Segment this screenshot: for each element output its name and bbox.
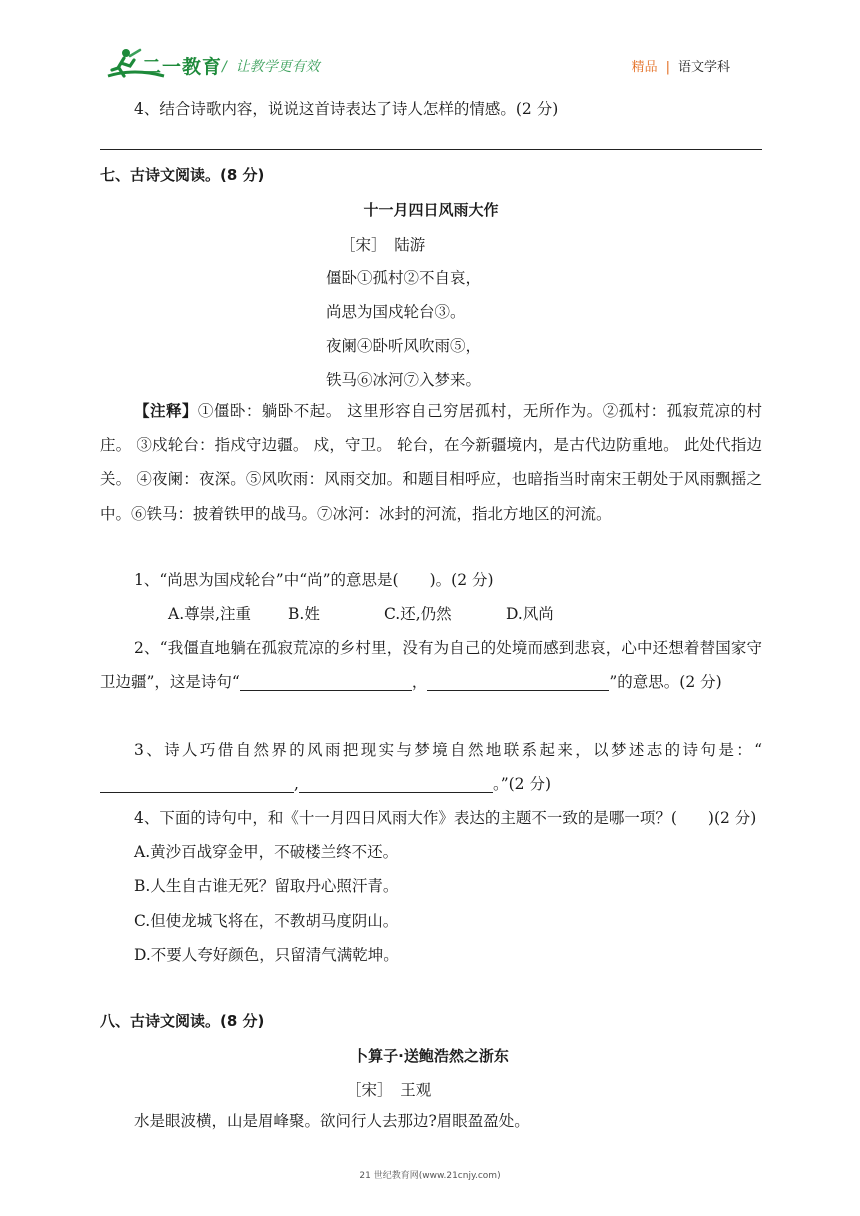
option-a: A.黄沙百战穿金甲，不破楼兰终不还。: [134, 843, 399, 862]
answer-blank[interactable]: [240, 670, 412, 691]
option-a: A.尊崇,注重: [168, 605, 252, 624]
question-1-text: 1、“尚思为国戍轮台”中“尚”的意思是( )。(2 分): [134, 571, 494, 589]
note-label: 【注释】: [134, 402, 198, 420]
question-3-tail: 。”(2 分): [492, 775, 551, 794]
page-header: [0, 0, 860, 90]
answer-blank[interactable]: [299, 772, 493, 793]
section-7-heading: 七、古诗文阅读。(8 分): [100, 166, 265, 184]
annotation: [100, 394, 762, 531]
poem-line: 僵卧①孤村②不自哀，: [326, 269, 482, 287]
slogan: / 让教学更有效: [222, 59, 320, 75]
option-b: B.姓: [288, 605, 320, 624]
question-2: 2、“我僵直地躺在孤寂荒凉的乡村里，没有为自己的处境而感到悲哀，心中还想着替国家守卫边疆”，这是诗句“ ， ”的意思。(2 分): [100, 639, 762, 692]
poem-body: [100, 1104, 762, 1138]
header-separator: |: [665, 60, 670, 75]
note-text: ①僵卧：躺卧不起。 这里形容自己穷居孤村，无所作为。②孤村：孤寂荒凉的村庄。 ③戍轮台：指戍守边疆。 戍，守卫。 轮台，在今新疆境内，是古代边防重地。 此处代指边关。 ④夜阑：夜深。⑤风吹雨：风雨交加。和题目相呼应，也暗指当时南宋王朝处于风雨飘摇之中。⑥铁马：披着铁甲的战马。⑦冰河：冰封的河流，指北方地区的河流。: [100, 402, 762, 523]
previous-question: 4、结合诗歌内容，说说这首诗表达了诗人怎样的情感。(2 分): [134, 100, 559, 118]
poem-line: 尚思为国戍轮台③。: [326, 303, 466, 321]
quality-badge: 精品: [631, 60, 658, 75]
question-1: [100, 563, 762, 631]
section-8-heading: 八、古诗文阅读。(8 分): [100, 1012, 265, 1030]
answer-blank[interactable]: [427, 670, 609, 691]
subject-label: 语文学科: [677, 60, 730, 75]
option-d: D.不要人夸好颜色，只留清气满乾坤。: [134, 945, 399, 964]
question-3-text: 3、诗人巧借自然界的风雨把现实与梦境自然地联系起来，以梦述志的诗句是：“: [134, 741, 762, 759]
question-4-text: 4、下面的诗句中，和《十一月四日风雨大作》表达的主题不一致的是哪一项？( )(2 分): [134, 809, 757, 827]
page-footer: 21 世纪教育网(www.21cnjy.com): [359, 1171, 501, 1181]
header-right: [632, 56, 730, 75]
poem-line: 夜阑④卧听风吹雨⑤，: [326, 337, 482, 355]
poem-author: ［宋］ 王观: [346, 1081, 432, 1099]
option-c: C.还,仍然: [384, 605, 452, 624]
question-2-tail: ”的意思。(2 分): [609, 673, 722, 692]
poem-line: 铁马⑥冰河⑦入梦来。: [326, 371, 482, 389]
answer-blank[interactable]: [100, 772, 294, 793]
option-d: D.风尚: [506, 605, 554, 624]
question-2-text: 2、“我僵直地躺在孤寂荒凉的乡村里，没有为自己的处境而感到悲哀，心中还想着替国家守卫边疆”，这是诗句“: [100, 639, 762, 692]
option-b: B.人生自古谁无死？留取丹心照汗青。: [134, 877, 399, 896]
divider: [100, 149, 762, 150]
question-1-options: [100, 597, 762, 631]
option-c: C.但使龙城飞将在，不教胡马度阴山。: [134, 911, 399, 930]
poem-author: ［宋］ 陆游: [340, 236, 426, 254]
question-3: 3、诗人巧借自然界的风雨把现实与梦境自然地联系起来，以梦述志的诗句是：“, 。”(2 分): [100, 733, 762, 801]
logo-text: 二一教育: [142, 56, 223, 78]
poem-title: 卜算子·送鲍浩然之浙东: [353, 1047, 509, 1065]
poem-line: 水是眼波横，山是眉峰聚。欲问行人去那边?眉眼盈盈处。: [134, 1112, 530, 1130]
question-4: [100, 801, 762, 972]
poem-title: 十一月四日风雨大作: [363, 201, 499, 219]
